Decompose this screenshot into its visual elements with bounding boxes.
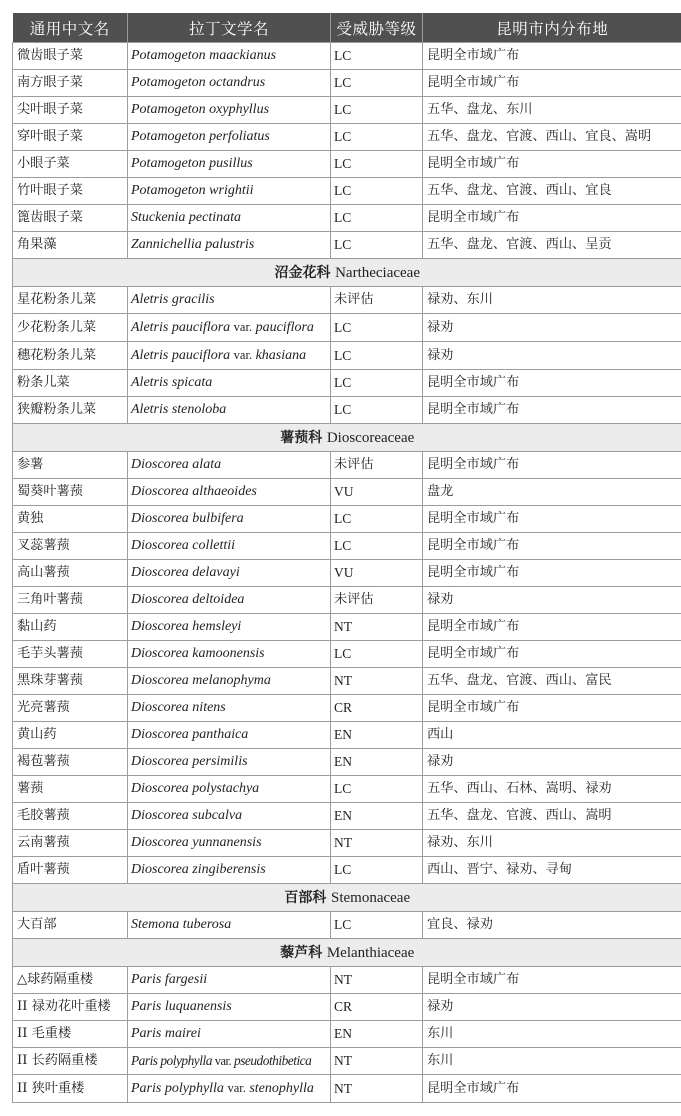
latin-name-cell — [128, 178, 331, 205]
threat-level-cell: NT — [331, 1075, 423, 1103]
distribution-cell: 五华、盘龙、官渡、西山、呈贡 — [423, 232, 681, 259]
latin-name-text: Dioscorea hemsleyi — [131, 619, 242, 634]
family-header-row — [13, 884, 681, 912]
threat-level-cell: LC — [331, 205, 423, 232]
threat-level-cell: LC — [331, 70, 423, 97]
chinese-name-cell: 盾叶薯蓣 — [13, 857, 128, 884]
latin-name-cell — [128, 803, 331, 830]
chinese-name-cell: II 长药隔重楼 — [13, 1048, 128, 1075]
family-chinese-name: 薯蓣科 — [280, 429, 323, 446]
table-row — [13, 857, 681, 884]
distribution-cell: 五华、盘龙、官渡、西山、宜良 — [423, 178, 681, 205]
table-row — [13, 722, 681, 749]
latin-name-cell — [128, 533, 331, 560]
distribution-cell: 东川 — [423, 1048, 681, 1075]
latin-name-cell — [128, 830, 331, 857]
chinese-name-cell: 褐苞薯蓣 — [13, 749, 128, 776]
chinese-name-cell: 黄山药 — [13, 722, 128, 749]
table-row — [13, 912, 681, 939]
table-row — [13, 151, 681, 178]
latin-name-cell — [128, 342, 331, 370]
family-header-row — [13, 259, 681, 287]
threat-level-cell: NT — [331, 1048, 423, 1075]
latin-name-cell — [128, 452, 331, 479]
latin-name-text: Aletris spicata — [131, 375, 213, 390]
threat-level-cell: LC — [331, 232, 423, 259]
table-row — [13, 479, 681, 506]
latin-name-cell — [128, 668, 331, 695]
variety-name-text: pauciflora — [255, 320, 314, 335]
latin-name-text: Aletris pauciflora — [131, 348, 231, 363]
chinese-name-cell: 竹叶眼子菜 — [13, 178, 128, 205]
latin-name-cell — [128, 695, 331, 722]
chinese-name-cell: 毛芋头薯蓣 — [13, 641, 128, 668]
threat-level-cell: LC — [331, 178, 423, 205]
chinese-name-cell: 南方眼子菜 — [13, 70, 128, 97]
latin-name-text: Dioscorea zingiberensis — [131, 862, 266, 877]
latin-name-text: Paris polyphylla — [131, 1053, 212, 1068]
latin-name-cell — [128, 205, 331, 232]
threat-level-cell: LC — [331, 533, 423, 560]
threat-level-cell: NT — [331, 967, 423, 994]
header-latin-name: 拉丁文学名 — [128, 13, 331, 43]
distribution-cell: 宜良、禄劝 — [423, 912, 681, 939]
threat-level-cell: VU — [331, 479, 423, 506]
family-header-cell — [13, 939, 681, 967]
latin-name-text: Dioscorea subcalva — [131, 808, 243, 823]
table-body — [13, 43, 681, 1103]
family-header-cell — [13, 259, 681, 287]
latin-name-cell — [128, 614, 331, 641]
latin-name-cell — [128, 97, 331, 124]
latin-name-cell — [128, 1075, 331, 1103]
variety-marker: var. — [233, 348, 253, 362]
family-header-row — [13, 939, 681, 967]
distribution-cell: 昆明全市域广布 — [423, 967, 681, 994]
table-row — [13, 533, 681, 560]
threat-level-cell: EN — [331, 749, 423, 776]
threat-level-cell: NT — [331, 614, 423, 641]
distribution-cell: 昆明全市域广布 — [423, 560, 681, 587]
threat-level-cell: LC — [331, 397, 423, 424]
table-row — [13, 994, 681, 1021]
threat-level-cell: LC — [331, 151, 423, 178]
latin-name-cell — [128, 912, 331, 939]
latin-name-text: Dioscorea delavayi — [131, 565, 240, 580]
distribution-cell: 东川 — [423, 1021, 681, 1048]
variety-name-text: khasiana — [255, 348, 307, 363]
table-row — [13, 205, 681, 232]
variety-marker: var. — [214, 1054, 232, 1068]
distribution-cell: 禄劝 — [423, 314, 681, 342]
family-latin-name: Melanthiaceae — [326, 944, 415, 961]
chinese-name-cell: 蜀葵叶薯蓣 — [13, 479, 128, 506]
latin-name-text: Dioscorea collettii — [131, 538, 236, 553]
distribution-cell: 五华、盘龙、官渡、西山、宜良、嵩明 — [423, 124, 681, 151]
table-row — [13, 97, 681, 124]
chinese-name-cell: 篦齿眼子菜 — [13, 205, 128, 232]
latin-name-text: Dioscorea kamoonensis — [131, 646, 265, 661]
table-row — [13, 1075, 681, 1103]
distribution-cell: 盘龙 — [423, 479, 681, 506]
distribution-cell: 昆明全市域广布 — [423, 533, 681, 560]
distribution-cell: 五华、盘龙、官渡、西山、嵩明 — [423, 803, 681, 830]
threat-level-cell: NT — [331, 830, 423, 857]
threat-level-cell: EN — [331, 722, 423, 749]
latin-name-text: Dioscorea alata — [131, 457, 222, 472]
threat-level-cell: LC — [331, 342, 423, 370]
threat-level-cell: LC — [331, 776, 423, 803]
latin-name-text: Stuckenia pectinata — [131, 210, 242, 225]
latin-name-text: Dioscorea deltoidea — [131, 592, 245, 607]
table-row — [13, 452, 681, 479]
threat-level-cell: EN — [331, 1021, 423, 1048]
table-row — [13, 614, 681, 641]
table-row — [13, 776, 681, 803]
distribution-cell: 西山 — [423, 722, 681, 749]
table-row — [13, 749, 681, 776]
latin-name-cell — [128, 1021, 331, 1048]
chinese-name-cell: 尖叶眼子菜 — [13, 97, 128, 124]
latin-name-cell — [128, 560, 331, 587]
distribution-cell: 昆明全市域广布 — [423, 43, 681, 70]
latin-name-cell — [128, 232, 331, 259]
chinese-name-cell: 毛胶薯蓣 — [13, 803, 128, 830]
chinese-name-cell: 参薯 — [13, 452, 128, 479]
variety-marker: var. — [233, 320, 253, 334]
latin-name-text: Potamogeton oxyphyllus — [131, 102, 270, 117]
latin-name-cell — [128, 641, 331, 668]
latin-name-cell — [128, 967, 331, 994]
table-row — [13, 43, 681, 70]
latin-name-text: Potamogeton wrightii — [131, 183, 254, 198]
family-chinese-name: 藜芦科 — [280, 944, 323, 961]
distribution-cell: 禄劝 — [423, 749, 681, 776]
distribution-cell: 禄劝 — [423, 342, 681, 370]
distribution-cell: 五华、盘龙、东川 — [423, 97, 681, 124]
latin-name-text: Dioscorea panthaica — [131, 727, 249, 742]
latin-name-cell — [128, 314, 331, 342]
family-header-cell — [13, 424, 681, 452]
latin-name-cell — [128, 124, 331, 151]
latin-name-text: Potamogeton maackianus — [131, 48, 277, 63]
chinese-name-cell: 角果藻 — [13, 232, 128, 259]
distribution-cell: 昆明全市域广布 — [423, 641, 681, 668]
table-row — [13, 287, 681, 314]
table-header-row — [13, 13, 681, 43]
latin-name-text: Dioscorea melanophyma — [131, 673, 271, 688]
distribution-cell: 昆明全市域广布 — [423, 695, 681, 722]
chinese-name-cell: 粉条儿菜 — [13, 370, 128, 397]
latin-name-cell — [128, 776, 331, 803]
table-row — [13, 641, 681, 668]
latin-name-text: Dioscorea bulbifera — [131, 511, 244, 526]
latin-name-cell — [128, 749, 331, 776]
threat-level-cell: EN — [331, 803, 423, 830]
family-latin-name: Nartheciaceae — [335, 264, 421, 281]
distribution-cell: 昆明全市域广布 — [423, 397, 681, 424]
chinese-name-cell: 黄独 — [13, 506, 128, 533]
distribution-cell: 昆明全市域广布 — [423, 370, 681, 397]
chinese-name-cell: 光亮薯蓣 — [13, 695, 128, 722]
latin-name-text: Dioscorea althaeoides — [131, 484, 257, 499]
distribution-cell: 五华、西山、石林、嵩明、禄劝 — [423, 776, 681, 803]
distribution-cell: 禄劝、东川 — [423, 287, 681, 314]
family-latin-name: Dioscoreaceae — [326, 429, 415, 446]
latin-name-cell — [128, 1048, 331, 1075]
latin-name-cell — [128, 287, 331, 314]
family-chinese-name: 沼金花科 — [274, 264, 331, 281]
distribution-cell: 昆明全市域广布 — [423, 506, 681, 533]
distribution-cell: 西山、晋宁、禄劝、寻甸 — [423, 857, 681, 884]
distribution-cell: 禄劝、东川 — [423, 830, 681, 857]
table-row — [13, 370, 681, 397]
latin-name-text: Potamogeton octandrus — [131, 75, 266, 90]
threat-level-cell: LC — [331, 97, 423, 124]
chinese-name-cell: 大百部 — [13, 912, 128, 939]
latin-name-text: Dioscorea yunnanensis — [131, 835, 262, 850]
table-row — [13, 506, 681, 533]
latin-name-text: Aletris gracilis — [131, 292, 215, 307]
latin-name-text: Potamogeton pusillus — [131, 156, 253, 171]
latin-name-text: Paris polyphylla — [131, 1081, 224, 1096]
latin-name-cell — [128, 994, 331, 1021]
distribution-cell: 昆明全市域广布 — [423, 205, 681, 232]
chinese-name-cell: 黑珠芽薯蓣 — [13, 668, 128, 695]
latin-name-cell — [128, 370, 331, 397]
variety-name-text: stenophylla — [249, 1081, 314, 1096]
header-distribution: 昆明市内分布地 — [423, 13, 681, 43]
distribution-cell: 昆明全市域广布 — [423, 1075, 681, 1103]
distribution-cell: 五华、盘龙、官渡、西山、富民 — [423, 668, 681, 695]
table-row — [13, 232, 681, 259]
chinese-name-cell: 黏山药 — [13, 614, 128, 641]
chinese-name-cell: 微齿眼子菜 — [13, 43, 128, 70]
table-row — [13, 178, 681, 205]
table-row — [13, 1048, 681, 1075]
chinese-name-cell: 叉蕊薯蓣 — [13, 533, 128, 560]
threat-level-cell: LC — [331, 43, 423, 70]
chinese-name-cell: 小眼子菜 — [13, 151, 128, 178]
threat-level-cell: LC — [331, 314, 423, 342]
threat-level-cell: 未评估 — [331, 587, 423, 614]
chinese-name-cell: 狭瓣粉条儿菜 — [13, 397, 128, 424]
latin-name-cell — [128, 43, 331, 70]
latin-name-cell — [128, 70, 331, 97]
chinese-name-cell: 穗花粉条儿菜 — [13, 342, 128, 370]
table-row — [13, 587, 681, 614]
table-row — [13, 342, 681, 370]
chinese-name-cell: II 狭叶重楼 — [13, 1075, 128, 1103]
latin-name-text: Aletris pauciflora — [131, 320, 231, 335]
threat-level-cell: LC — [331, 857, 423, 884]
latin-name-text: Dioscorea polystachya — [131, 781, 260, 796]
threat-level-cell: CR — [331, 695, 423, 722]
latin-name-text: Paris luquanensis — [131, 999, 232, 1014]
table-row — [13, 803, 681, 830]
distribution-cell: 禄劝 — [423, 994, 681, 1021]
latin-name-text: Paris fargesii — [131, 972, 208, 987]
latin-name-cell — [128, 397, 331, 424]
latin-name-cell — [128, 506, 331, 533]
chinese-name-cell: 高山薯蓣 — [13, 560, 128, 587]
family-header-row — [13, 424, 681, 452]
family-chinese-name: 百部科 — [284, 889, 327, 906]
variety-name-text: pseudothibetica — [234, 1053, 312, 1068]
table-row — [13, 668, 681, 695]
table-row — [13, 314, 681, 342]
table-row — [13, 695, 681, 722]
threat-level-cell: LC — [331, 506, 423, 533]
table-row — [13, 70, 681, 97]
table-row — [13, 560, 681, 587]
chinese-name-cell: 星花粉条儿菜 — [13, 287, 128, 314]
distribution-cell: 昆明全市域广布 — [423, 614, 681, 641]
chinese-name-cell: II 毛重楼 — [13, 1021, 128, 1048]
chinese-name-cell: 少花粉条儿菜 — [13, 314, 128, 342]
latin-name-cell — [128, 479, 331, 506]
latin-name-text: Zannichellia palustris — [131, 237, 255, 252]
threat-level-cell: LC — [331, 370, 423, 397]
threat-level-cell: CR — [331, 994, 423, 1021]
threat-level-cell: LC — [331, 912, 423, 939]
table-row — [13, 124, 681, 151]
table-row — [13, 1021, 681, 1048]
threat-level-cell: LC — [331, 124, 423, 151]
latin-name-text: Dioscorea persimilis — [131, 754, 248, 769]
table-row — [13, 967, 681, 994]
distribution-cell: 昆明全市域广布 — [423, 70, 681, 97]
family-header-cell — [13, 884, 681, 912]
distribution-cell: 禄劝 — [423, 587, 681, 614]
header-threat-level: 受威胁等级 — [331, 13, 423, 43]
threat-level-cell: 未评估 — [331, 452, 423, 479]
table-row — [13, 830, 681, 857]
threat-level-cell: LC — [331, 641, 423, 668]
chinese-name-cell: 三角叶薯蓣 — [13, 587, 128, 614]
chinese-name-cell: 云南薯蓣 — [13, 830, 128, 857]
latin-name-text: Potamogeton perfoliatus — [131, 129, 270, 144]
latin-name-cell — [128, 151, 331, 178]
chinese-name-cell: 薯蓣 — [13, 776, 128, 803]
latin-name-text: Aletris stenoloba — [131, 402, 227, 417]
threat-level-cell: 未评估 — [331, 287, 423, 314]
threat-level-cell: NT — [331, 668, 423, 695]
latin-name-text: Paris mairei — [131, 1026, 201, 1041]
latin-name-cell — [128, 857, 331, 884]
chinese-name-cell: 穿叶眼子菜 — [13, 124, 128, 151]
latin-name-cell — [128, 587, 331, 614]
chinese-name-cell: II 禄劝花叶重楼 — [13, 994, 128, 1021]
distribution-cell: 昆明全市域广布 — [423, 151, 681, 178]
latin-name-cell — [128, 722, 331, 749]
distribution-cell: 昆明全市域广布 — [423, 452, 681, 479]
header-chinese-name: 通用中文名 — [13, 13, 128, 43]
latin-name-text: Dioscorea nitens — [131, 700, 226, 715]
threat-level-cell: VU — [331, 560, 423, 587]
chinese-name-cell: △球药隔重楼 — [13, 967, 128, 994]
table-row — [13, 397, 681, 424]
variety-marker: var. — [227, 1081, 246, 1095]
species-table — [12, 13, 681, 1103]
family-latin-name: Stemonaceae — [330, 889, 411, 906]
latin-name-text: Stemona tuberosa — [131, 917, 232, 932]
